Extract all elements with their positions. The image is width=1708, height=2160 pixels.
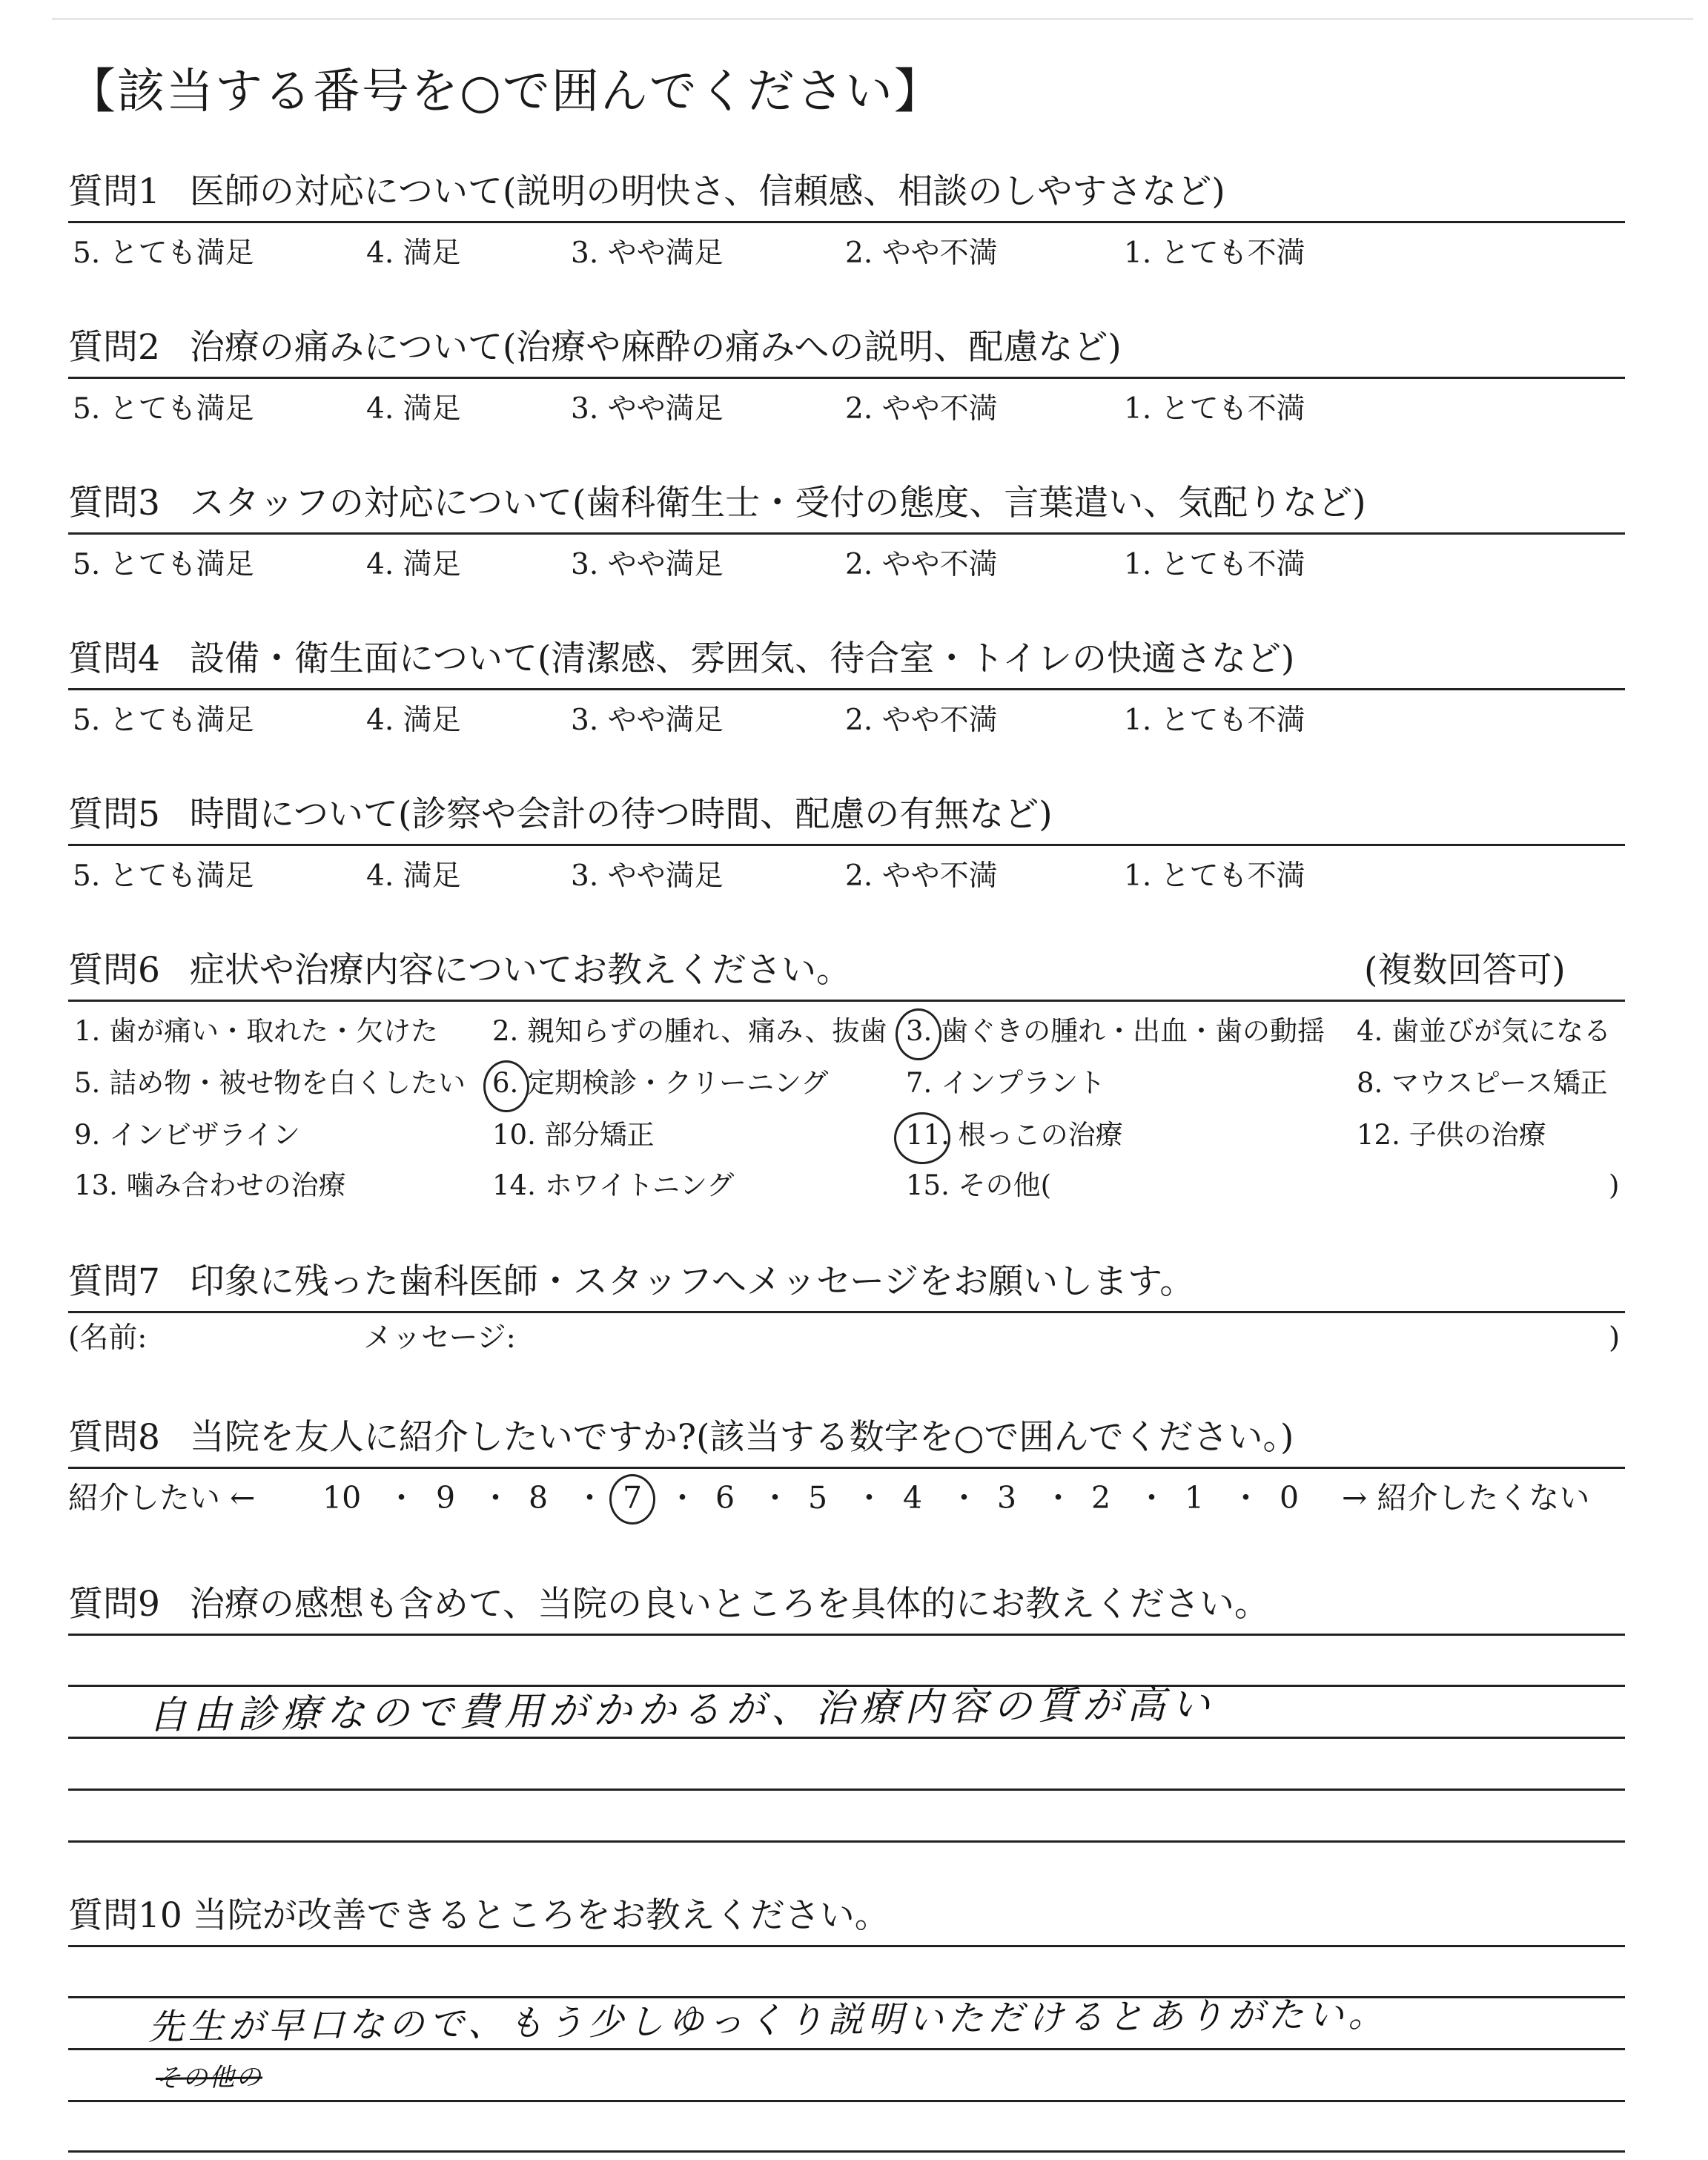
q10-answer-line [68, 2100, 1625, 2102]
q6-selection-circle-3 [896, 1008, 941, 1060]
q2-option-3[interactable]: 3. やや満足 [571, 392, 724, 426]
q6-option-11[interactable]: 11. 根っこの治療 [906, 1119, 1123, 1151]
q8-dot: ・ [386, 1480, 417, 1516]
q9-answer-line [68, 1634, 1625, 1636]
q10-handwritten-answer: 先生が早口なので、もう少しゆっくり説明いただけるとありがたい。 [148, 1993, 1388, 2048]
question-10-number: 質問10 [68, 1895, 182, 1936]
q8-dot: ・ [949, 1480, 979, 1516]
q6-option-4[interactable]: 4. 歯並びが気になる [1357, 1015, 1612, 1047]
q8-number-5[interactable]: 5 [808, 1480, 828, 1516]
q5-option-5[interactable]: 5. とても満足 [73, 859, 254, 893]
q6-option-15[interactable]: 15. その他( [906, 1169, 1052, 1201]
q6-option-8[interactable]: 8. マウスピース矯正 [1357, 1067, 1608, 1099]
q6-option-15-close: ) [1609, 1169, 1620, 1201]
q1-option-1[interactable]: 1. とても不満 [1124, 237, 1305, 270]
q8-dot: ・ [575, 1480, 605, 1516]
q8-dot: ・ [760, 1480, 790, 1516]
q8-number-7[interactable]: 7 [623, 1480, 643, 1516]
question-2-text: 治療の痛みについて(治療や麻酔の痛みへの説明、配慮など) [189, 327, 1122, 368]
question-10-text: 当院が改善できるところをお教えください。 [192, 1895, 890, 1936]
q5-option-4[interactable]: 4. 満足 [366, 859, 461, 893]
q6-selection-circle-6 [483, 1060, 529, 1112]
q4-option-1[interactable]: 1. とても不満 [1124, 704, 1305, 737]
q8-selection-circle-7 [609, 1474, 655, 1525]
question-7-number: 質問7 [68, 1261, 160, 1302]
q6-option-1[interactable]: 1. 歯が痛い・取れた・欠けた [74, 1015, 439, 1047]
question-8-number: 質問8 [68, 1417, 160, 1458]
q2-option-1[interactable]: 1. とても不満 [1124, 392, 1305, 426]
question-5-title [68, 794, 1053, 835]
question-2-number: 質問2 [68, 327, 160, 368]
q9-answer-line [68, 1737, 1625, 1739]
q6-option-3[interactable]: 3. 歯ぐきの腫れ・出血・歯の動揺 [906, 1015, 1325, 1047]
q8-number-10[interactable]: 10 [322, 1480, 362, 1516]
q2-option-5[interactable]: 5. とても満足 [73, 392, 254, 426]
question-6-rule [68, 1000, 1625, 1002]
q7-close-paren: ) [1609, 1321, 1621, 1355]
question-7-title [68, 1261, 1195, 1302]
q8-dot: ・ [1231, 1480, 1261, 1516]
q6-option-7[interactable]: 7. インプラント [906, 1067, 1106, 1099]
question-9-text: 治療の感想も含めて、当院の良いところを具体的にお教えください。 [189, 1584, 1269, 1625]
q6-option-10[interactable]: 10. 部分矯正 [492, 1119, 655, 1151]
question-1-text: 医師の対応について(説明の明快さ、信頼感、相談のしやすさなど) [189, 171, 1225, 212]
question-2-title [68, 327, 1122, 368]
q1-option-3[interactable]: 3. やや満足 [571, 237, 724, 270]
q8-dot: ・ [480, 1480, 511, 1516]
q4-option-5[interactable]: 5. とても満足 [73, 704, 254, 737]
q6-option-13[interactable]: 13. 噛み合わせの治療 [74, 1169, 346, 1201]
question-2-rule [68, 377, 1625, 379]
form-header: 【該当する番号を○で囲んでください】 [68, 65, 943, 119]
q2-option-4[interactable]: 4. 満足 [366, 392, 461, 426]
q2-option-2[interactable]: 2. やや不満 [845, 392, 998, 426]
question-1-number: 質問1 [68, 171, 160, 212]
q8-number-3[interactable]: 3 [997, 1480, 1017, 1516]
top-border [52, 18, 1693, 20]
q8-dot: ・ [1043, 1480, 1073, 1516]
q3-option-2[interactable]: 2. やや不満 [845, 548, 998, 581]
q8-dot: ・ [667, 1480, 698, 1516]
question-3-text: スタッフの対応について(歯科衛生士・受付の態度、言葉遣い、気配りなど) [189, 483, 1366, 524]
q1-option-4[interactable]: 4. 満足 [366, 237, 461, 270]
q6-selection-circle-11 [894, 1112, 950, 1164]
q4-option-2[interactable]: 2. やや不満 [845, 704, 998, 737]
q9-answer-line [68, 1789, 1625, 1791]
question-1-rule [68, 221, 1625, 223]
q6-option-6[interactable]: 6. 定期検診・クリーニング [492, 1067, 829, 1099]
q4-option-4[interactable]: 4. 満足 [366, 704, 461, 737]
q8-right-label: → 紹介したくない [1342, 1480, 1590, 1516]
q5-option-1[interactable]: 1. とても不満 [1124, 859, 1305, 893]
q8-left-label: 紹介したい ← [68, 1480, 256, 1516]
q6-option-2[interactable]: 2. 親知らずの腫れ、痛み、抜歯 [492, 1015, 887, 1047]
question-8-rule [68, 1467, 1625, 1469]
question-10-title [68, 1895, 890, 1936]
question-1-title [68, 171, 1225, 212]
q6-option-12[interactable]: 12. 子供の治療 [1357, 1119, 1546, 1151]
q6-option-14[interactable]: 14. ホワイトニング [492, 1169, 735, 1201]
q3-option-1[interactable]: 1. とても不満 [1124, 548, 1305, 581]
q9-answer-line [68, 1840, 1625, 1843]
q1-option-2[interactable]: 2. やや不満 [845, 237, 998, 270]
q10-answer-line [68, 1945, 1625, 1947]
question-8-title [68, 1417, 1294, 1458]
q8-dot: ・ [854, 1480, 884, 1516]
q10-answer-line [68, 2150, 1625, 2153]
question-3-rule [68, 532, 1625, 535]
q6-option-9[interactable]: 9. インビザライン [74, 1119, 300, 1151]
question-4-number: 質問4 [68, 638, 160, 679]
q6-option-5[interactable]: 5. 詰め物・被せ物を白くしたい [74, 1067, 466, 1099]
question-4-rule [68, 688, 1625, 690]
question-4-title [68, 638, 1295, 679]
q8-number-9[interactable]: 9 [436, 1480, 456, 1516]
q8-number-2[interactable]: 2 [1091, 1480, 1111, 1516]
question-6-text: 症状や治療内容についてお教えください。 [189, 950, 851, 991]
q8-number-6[interactable]: 6 [715, 1480, 735, 1516]
q8-number-4[interactable]: 4 [903, 1480, 923, 1516]
q5-option-2[interactable]: 2. やや不満 [845, 859, 998, 893]
q3-option-4[interactable]: 4. 満足 [366, 548, 461, 581]
q8-dot: ・ [1136, 1480, 1167, 1516]
question-9-title [68, 1584, 1269, 1625]
question-5-text: 時間について(診察や会計の待つ時間、配慮の有無など) [189, 794, 1053, 835]
q10-answer-line [68, 1996, 1625, 1998]
question-6-title [68, 950, 851, 991]
q10-struck-text: その他の [155, 2062, 263, 2093]
q7-name-label: (名前: [68, 1321, 148, 1355]
question-3-title [68, 483, 1366, 524]
q7-message-label: メッセージ: [363, 1321, 516, 1355]
question-6-note: (複数回答可) [1364, 950, 1566, 991]
q5-option-3[interactable]: 3. やや満足 [571, 859, 724, 893]
q1-option-5[interactable]: 5. とても満足 [73, 237, 254, 270]
q8-number-0[interactable]: 0 [1280, 1480, 1300, 1516]
question-7-rule [68, 1311, 1625, 1313]
question-7-text: 印象に残った歯科医師・スタッフへメッセージをお願いします。 [189, 1261, 1195, 1302]
q3-option-3[interactable]: 3. やや満足 [571, 548, 724, 581]
q9-handwritten-answer: 自由診療なので費用がかかるが、治療内容の質が高い [148, 1682, 1217, 1738]
q10-answer-line [68, 2048, 1625, 2050]
question-6-number: 質問6 [68, 950, 160, 991]
question-5-rule [68, 844, 1625, 846]
question-8-text: 当院を友人に紹介したいですか?(該当する数字を○で囲んでください。) [189, 1417, 1294, 1458]
q8-number-1[interactable]: 1 [1185, 1480, 1205, 1516]
question-3-number: 質問3 [68, 483, 160, 524]
q3-option-5[interactable]: 5. とても満足 [73, 548, 254, 581]
question-5-number: 質問5 [68, 794, 160, 835]
question-9-number: 質問9 [68, 1584, 160, 1625]
q8-number-8[interactable]: 8 [529, 1480, 549, 1516]
question-4-text: 設備・衛生面について(清潔感、雰囲気、待合室・トイレの快適さなど) [189, 638, 1295, 679]
q4-option-3[interactable]: 3. やや満足 [571, 704, 724, 737]
